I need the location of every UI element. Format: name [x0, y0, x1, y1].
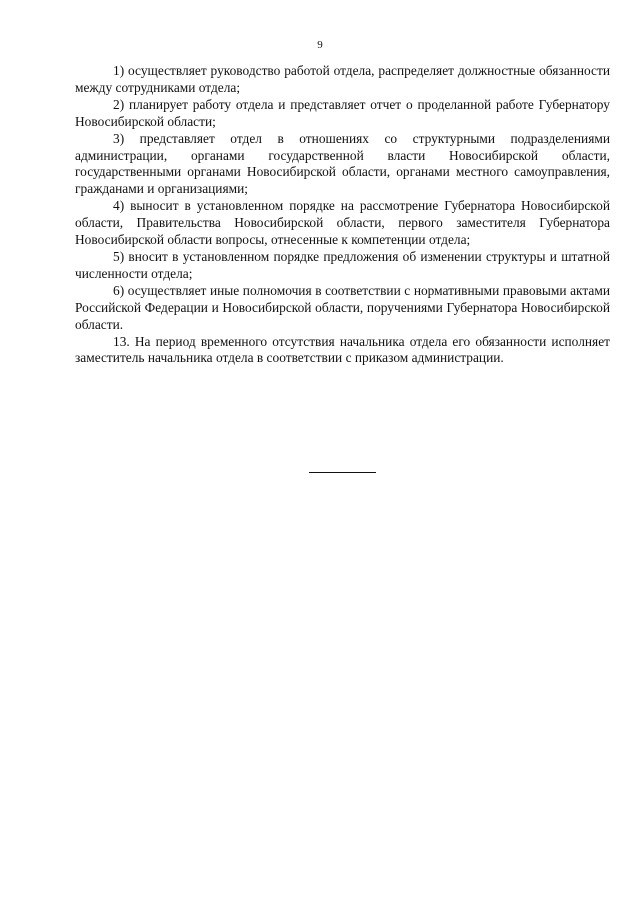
paragraph-item-1: 1) осуществляет руководство работой отдела, распределяет должностные обязанности между сотрудниками отдела; [75, 63, 610, 95]
paragraph-item-5: 5) вносит в установленном порядке предложения об изменении структуры и штатной численности отдела; [75, 248, 610, 281]
paragraph-clause-13: 13. На период временного отсутствия начальника отдела его обязанности исполняет заместитель начальника отдела в соответствии с приказом администрации. [75, 333, 610, 366]
document-body [75, 63, 610, 367]
paragraph-item-2: 2) планирует работу отдела и представляет отчет о проделанной работе Губернатору Новосибирской области; [75, 96, 610, 129]
end-separator-line [309, 472, 376, 473]
paragraph-item-3: 3) представляет отдел в отношениях со структурными подразделениями администрации, органами государственной власти Новосибирской области, государственными органами Новосибирской области, органами местного самоуправления, гражданами и организациями; [75, 130, 610, 197]
paragraph-item-6: 6) осуществляет иные полномочия в соответствии с нормативными правовыми актами Российской Федерации и Новосибирской области, поручениями Губернатора Новосибирской области. [75, 282, 610, 332]
paragraph-item-4: 4) выносит в установленном порядке на рассмотрение Губернатора Новосибирской области, Правительства Новосибирской области, первого заместителя Губернатора Новосибирской области вопросы, отнесенные к компетенции отдела; [75, 198, 610, 248]
page-number: 9 [317, 39, 323, 51]
